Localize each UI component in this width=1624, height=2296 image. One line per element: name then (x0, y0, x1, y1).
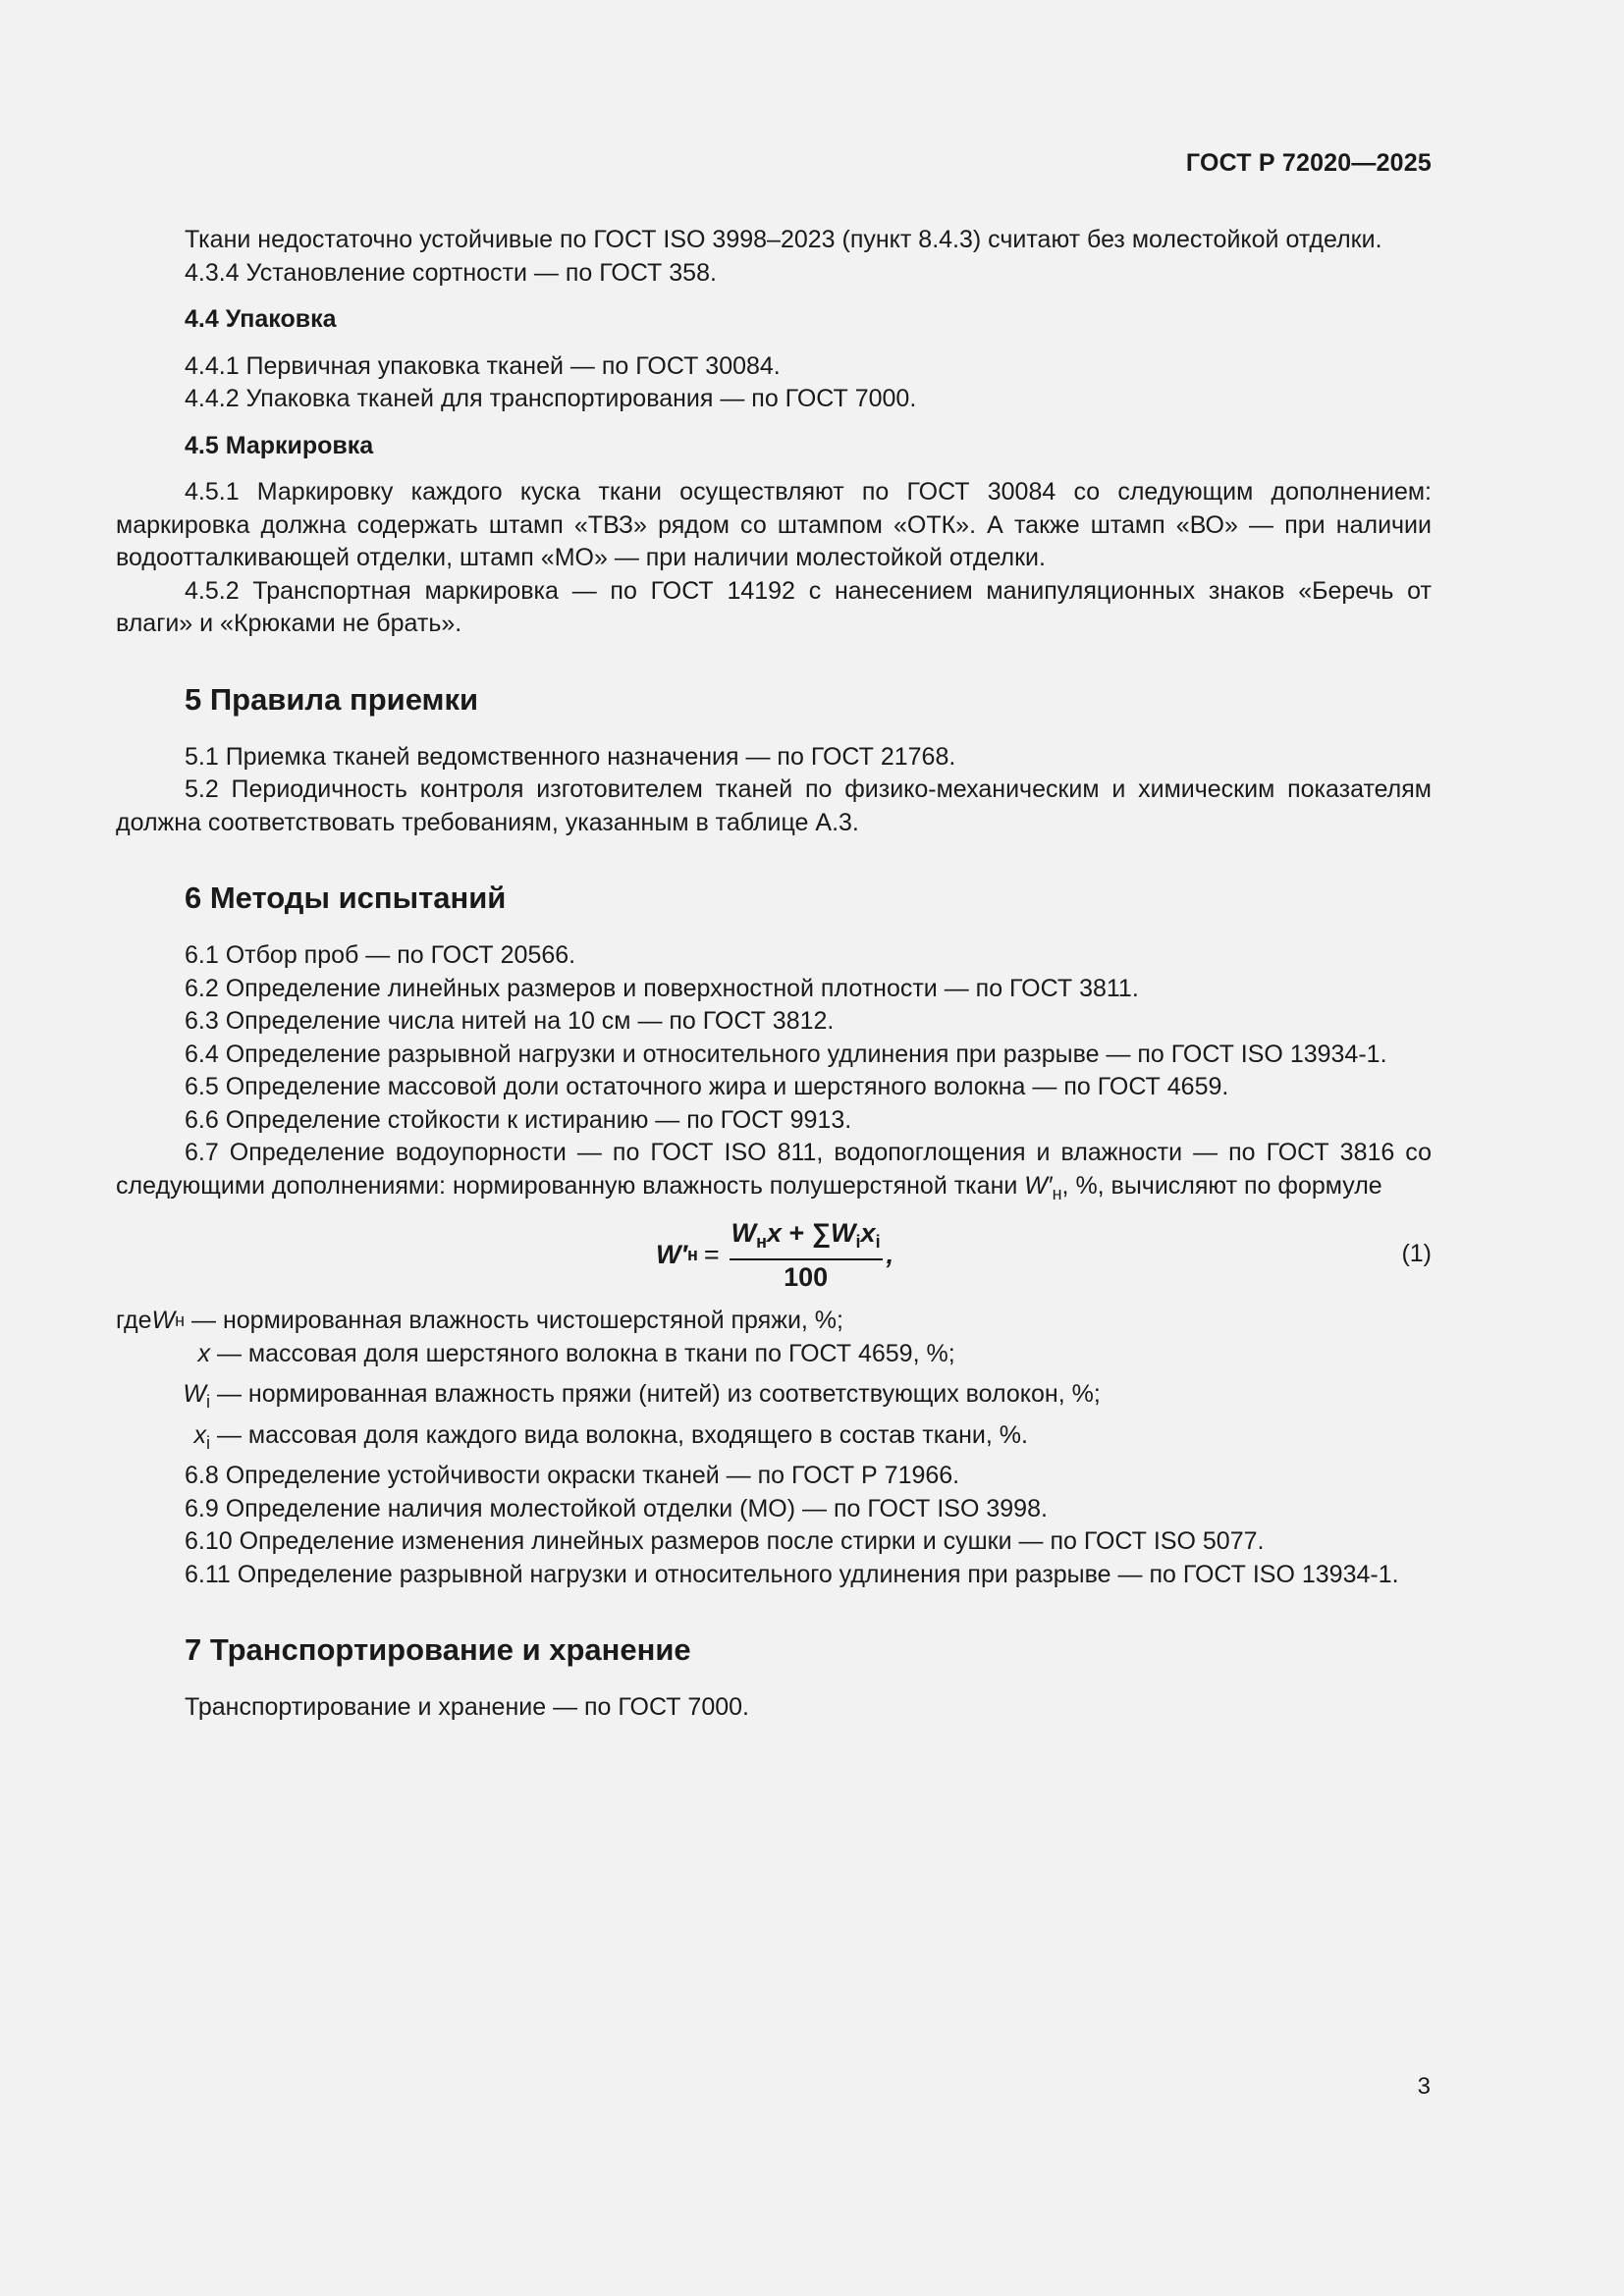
where-symbol-box (116, 1419, 210, 1461)
formula-lhs: W′ (656, 1239, 687, 1269)
paragraph-6-10: 6.10 Определение изменения линейных размеров после стирки и сушки — по ГОСТ ISO 5077. (185, 1527, 1265, 1555)
paragraph-6-8: 6.8 Определение устойчивости окраски тканей — по ГОСТ Р 71966. (185, 1462, 960, 1489)
formula-num-x: x (766, 1218, 783, 1248)
paragraph-6-7-text-b: , %, вычисляют по формуле (1061, 1171, 1382, 1200)
paragraph-6-7-symbol-sub: н (1052, 1183, 1062, 1203)
formula-lhs-sub: н (686, 1244, 698, 1264)
where-symbol-box (116, 1338, 210, 1379)
paragraph-6-7-text-a: 6.7 Определение водоупорности — по ГОСТ ISO 811, водопоглощения и влажности — по ГОСТ 3816 со следующими дополнениями: нормированную влажность полушерстяной ткани (116, 1139, 1432, 1200)
formula-num-wi-sub: i (855, 1232, 861, 1252)
paragraph-7: Транспортирование и хранение — по ГОСТ 7000. (185, 1693, 749, 1721)
paragraph-4-5-2: 4.5.2 Транспортная маркировка — по ГОСТ 14192 с нанесением манипуляционных знаков «Беречь от влаги» и «Крюками не брать». (116, 576, 1432, 637)
formula-numerator (730, 1218, 883, 1260)
where-text: — нормированная влажность пряжи (нитей) из соответствующих волокон, %; (210, 1380, 1101, 1408)
formula-1 (116, 1212, 1432, 1301)
where-item-xi (116, 1419, 1432, 1461)
where-symbol-box (116, 1378, 210, 1419)
where-symbol: W (183, 1380, 206, 1408)
paragraph-6-3: 6.3 Определение числа нитей на 10 см — по ГОСТ 3812. (185, 1007, 835, 1035)
formula-num-w: W (731, 1218, 757, 1248)
document-body (116, 224, 1432, 1725)
section-heading-7: 7 Транспортирование и хранение (185, 1632, 691, 1667)
document-code-header: ГОСТ Р 72020—2025 (1185, 149, 1432, 177)
formula-denominator: 100 (784, 1262, 829, 1292)
where-intro: где (116, 1307, 152, 1334)
paragraph-4-4-2: 4.4.2 Упаковка тканей для транспортирования — по ГОСТ 7000. (185, 385, 917, 412)
subsection-heading-4-4: 4.4 Упаковка (185, 305, 337, 333)
where-item-wn (116, 1305, 1432, 1338)
where-item-wi (116, 1378, 1432, 1419)
paragraph-6-7 (116, 1137, 1432, 1210)
paragraph-6-1: 6.1 Отбор проб — по ГОСТ 20566. (185, 941, 576, 969)
formula-num-xi-sub: i (875, 1232, 881, 1252)
where-text: — массовая доля каждого вида волокна, входящего в состав ткани, %. (210, 1420, 1028, 1449)
where-item-x (116, 1338, 1432, 1379)
formula-equals: = (703, 1239, 720, 1269)
formula-expression (656, 1218, 893, 1292)
paragraph-4-4-1: 4.4.1 Первичная упаковка тканей — по ГОСТ 30084. (185, 351, 781, 380)
where-text: — нормированная влажность чистошерстяной пряжи, %; (185, 1307, 843, 1334)
paragraph-6-11: 6.11 Определение разрывной нагрузки и относительного удлинения при разрыве — по ГОСТ ISO 13934-1. (185, 1560, 1399, 1588)
paragraph-5-2: 5.2 Периодичность контроля изготовителем тканей по физико-механическим и химическим показателям должна соответствовать требованиям, указанным в таблице А.3. (116, 775, 1432, 836)
where-text: — массовая доля шерстяного волокна в ткани по ГОСТ 4659, %; (210, 1339, 955, 1367)
where-symbol-sub: н (175, 1310, 186, 1330)
subsection-heading-4-5: 4.5 Маркировка (185, 431, 374, 459)
formula-comma: , (886, 1239, 894, 1269)
paragraph-6-6: 6.6 Определение стойкости к истиранию — по ГОСТ 9913. (185, 1105, 852, 1134)
formula-num-xi: x (860, 1218, 876, 1248)
where-symbol: x (197, 1339, 210, 1367)
section-heading-5: 5 Правила приемки (185, 681, 479, 717)
paragraph-4-3-4: 4.3.4 Установление сортности — по ГОСТ 358. (185, 258, 717, 287)
paragraph-5-1: 5.1 Приемка тканей ведомственного назначения — по ГОСТ 21768. (185, 742, 956, 771)
paragraph-6-9: 6.9 Определение наличия молестойкой отделки (МО) — по ГОСТ ISO 3998. (185, 1494, 1048, 1522)
section-heading-6: 6 Методы испытаний (185, 881, 507, 915)
where-symbol-sub: i (206, 1432, 210, 1453)
paragraph-6-4: 6.4 Определение разрывной нагрузки и относительного удлинения при разрыве — по ГОСТ ISO 13934-1. (185, 1040, 1387, 1068)
formula-num-wi: W (831, 1218, 856, 1248)
formula-num-w-sub: н (756, 1232, 767, 1252)
paragraph-4-5-1: 4.5.1 Маркировку каждого куска ткани осуществляют по ГОСТ 30084 со следующим дополнением: маркировка должна содержать штамп «ТВЗ» рядом со штампом «ОТК». А также штамп «ВО» — при наличии водоотталкивающей отделки, штамп «МО» — при наличии молестойкой отделки. (116, 478, 1432, 571)
paragraph-6-7-symbol: W′ (1024, 1171, 1053, 1200)
where-symbol-sub: i (206, 1392, 210, 1412)
formula-sum-sign: ∑ (811, 1218, 832, 1248)
where-symbol: W (151, 1307, 176, 1334)
formula-num-plus: + (782, 1218, 812, 1248)
paragraph-intro: Ткани недостаточно устойчивые по ГОСТ ISO 3998–2023 (пункт 8.4.3) считают без молестойкой отделки. (185, 226, 1382, 253)
paragraph-6-2: 6.2 Определение линейных размеров и поверхностной плотности — по ГОСТ 3811. (185, 974, 1139, 1002)
formula-fraction (730, 1218, 883, 1292)
paragraph-6-5: 6.5 Определение массовой доли остаточного жира и шерстяного волокна — по ГОСТ 4659. (185, 1073, 1229, 1100)
where-symbol: x (193, 1420, 206, 1449)
page-number: 3 (1417, 2073, 1431, 2100)
formula-number: (1) (1401, 1240, 1432, 1267)
